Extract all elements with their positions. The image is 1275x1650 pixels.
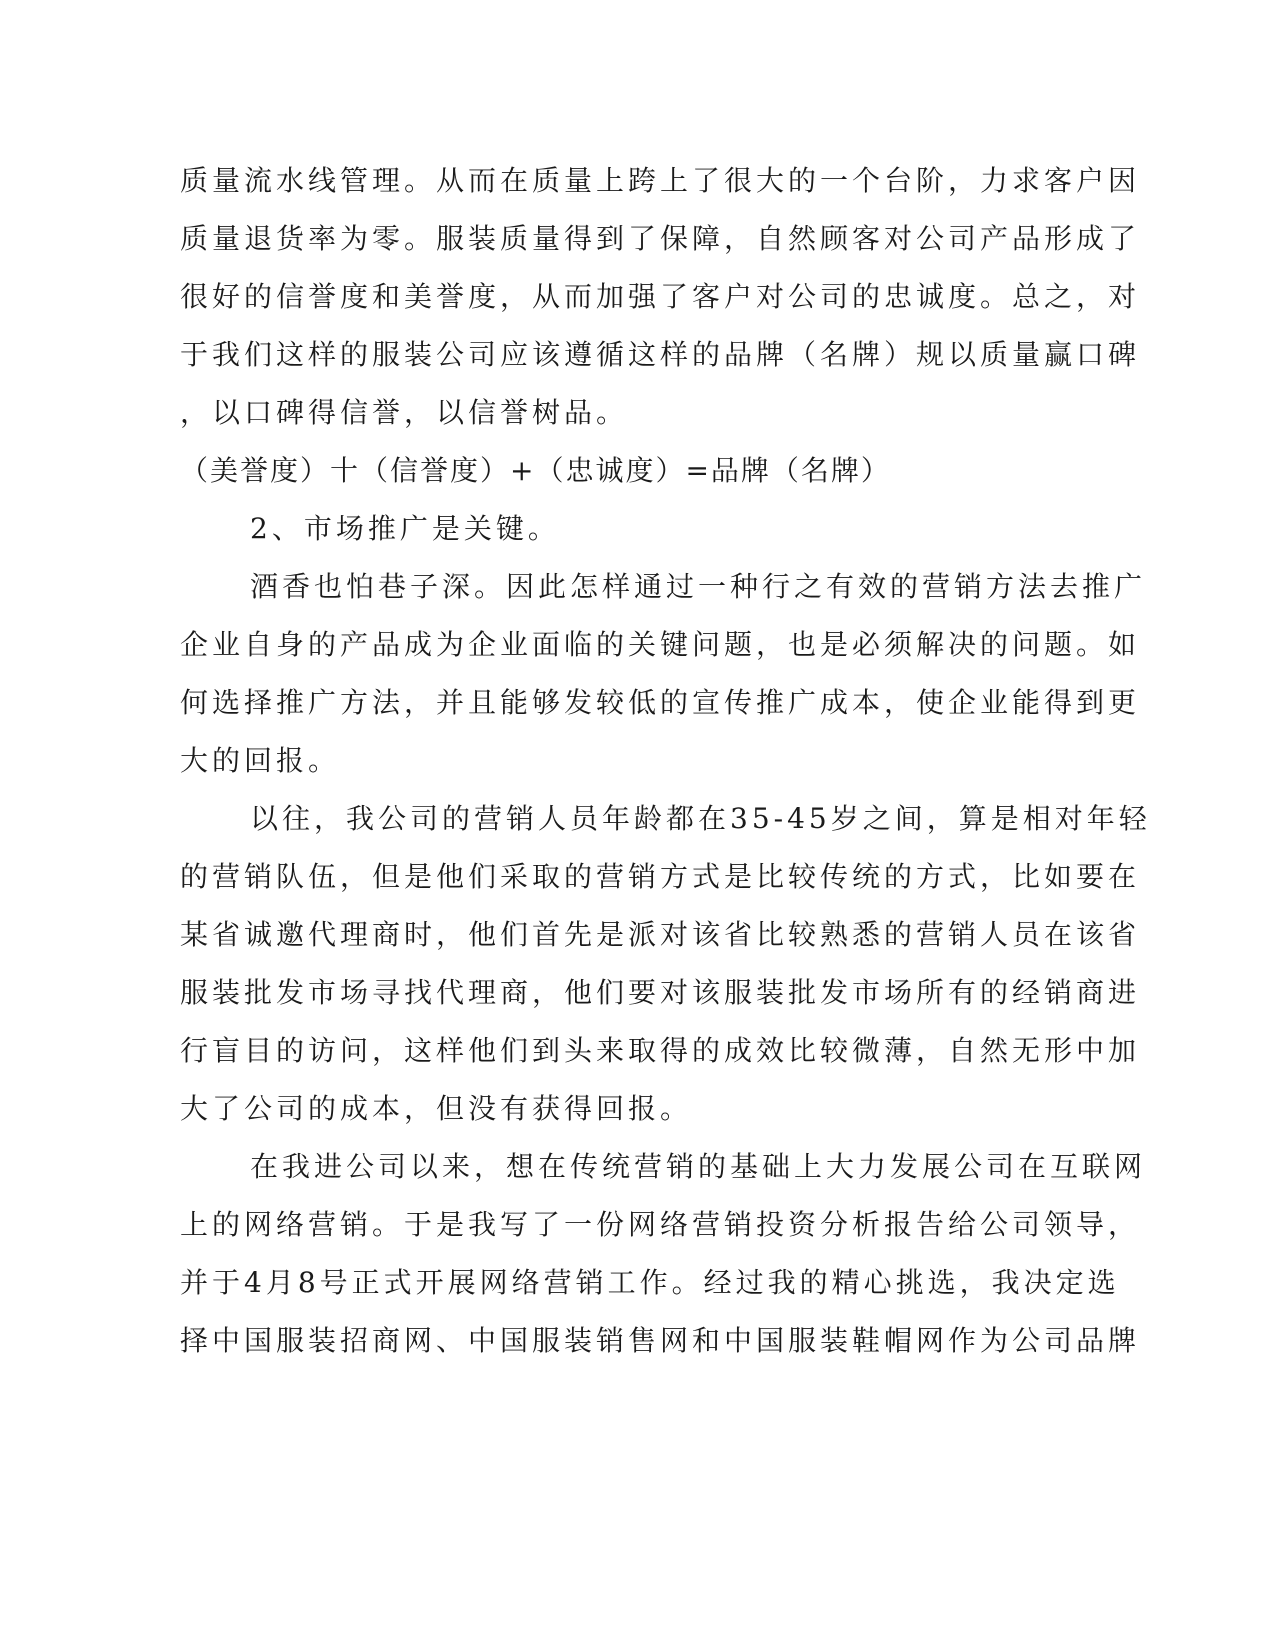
text-line: 的营销队伍，但是他们采取的营销方式是比较传统的方式，比如要在 xyxy=(180,860,1141,893)
text-line: 酒香也怕巷子深。因此怎样通过一种行之有效的营销方法去推广 xyxy=(250,570,1147,603)
text-line: 何选择推广方法，并且能够发较低的宣传推广成本，使企业能得到更 xyxy=(180,686,1141,719)
paragraph-promotion xyxy=(180,558,1147,790)
text-line: 择中国服装招商网、中国服装销售网和中国服装鞋帽网作为公司品牌 xyxy=(180,1324,1141,1357)
paragraph-online-marketing xyxy=(180,1138,1147,1370)
text-line: 以往，我公司的营销人员年龄都在35-45岁之间，算是相对年轻 xyxy=(250,802,1151,835)
text-line: 在我进公司以来，想在传统营销的基础上大力发展公司在互联网 xyxy=(250,1150,1147,1183)
text-line: 某省诚邀代理商时，他们首先是派对该省比较熟悉的营销人员在该省 xyxy=(180,918,1141,951)
text-line: 服装批发市场寻找代理商，他们要对该服装批发市场所有的经销商进 xyxy=(180,976,1141,1009)
paragraph-quality xyxy=(180,152,1141,442)
text-line: 企业自身的产品成为企业面临的关键问题，也是必须解决的问题。如 xyxy=(180,628,1141,661)
text-line: 大的回报。 xyxy=(180,744,341,777)
paragraph-sales-team xyxy=(180,790,1151,1138)
brand-formula: （美誉度）十（信誉度）+（忠诚度）=品牌（名牌） xyxy=(180,454,891,487)
text-line: 质量流水线管理。从而在质量上跨上了很大的一个台阶，力求客户因 xyxy=(180,164,1141,197)
document-body xyxy=(180,152,1151,1370)
text-line: 行盲目的访问，这样他们到头来取得的成效比较微薄，自然无形中加 xyxy=(180,1034,1141,1067)
text-line: ，以口碑得信誉，以信誉树品。 xyxy=(180,396,629,429)
text-line: 上的网络营销。于是我写了一份网络营销投资分析报告给公司领导， xyxy=(180,1208,1141,1241)
text-line: 于我们这样的服装公司应该遵循这样的品牌（名牌）规以质量赢口碑 xyxy=(180,338,1141,371)
text-line: 大了公司的成本，但没有获得回报。 xyxy=(180,1092,693,1125)
text-line: 并于4月8号正式开展网络营销工作。经过我的精心挑选，我决定选 xyxy=(180,1266,1120,1299)
text-line: 很好的信誉度和美誉度，从而加强了客户对公司的忠诚度。总之，对 xyxy=(180,280,1141,313)
text-line: 质量退货率为零。服装质量得到了保障，自然顾客对公司产品形成了 xyxy=(180,222,1141,255)
section-heading: 2、市场推广是关键。 xyxy=(250,512,560,545)
